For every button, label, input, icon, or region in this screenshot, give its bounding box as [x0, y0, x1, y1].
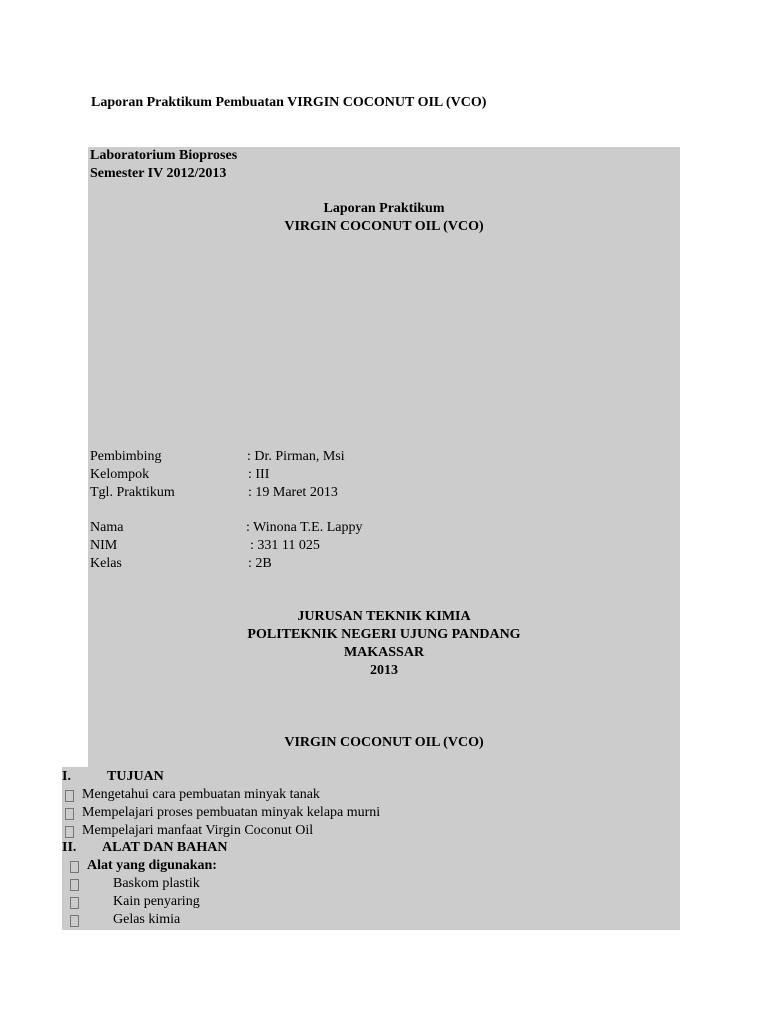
tgl-praktikum-label: Tgl. Praktikum [90, 485, 175, 500]
city: MAKASSAR [343, 645, 425, 660]
bullet-box-icon [65, 826, 74, 838]
department: JURUSAN TEKNIK KIMIA [297, 609, 471, 624]
section-1-number: I. [62, 769, 71, 784]
tujuan-item-2: Mempelajari proses pembuatan minyak kelapa murni [82, 805, 381, 820]
alat-subheading: Alat yang digunakan: [87, 858, 217, 873]
tujuan-item-1: Mengetahui cara pembuatan minyak tanak [82, 787, 320, 802]
section-2-number: II. [62, 840, 77, 855]
bullet-box-icon [70, 879, 79, 891]
kelas-label: Kelas [90, 556, 122, 571]
pembimbing-label: Pembimbing [90, 449, 162, 464]
bullet-box-icon [70, 897, 79, 909]
report-heading: Laporan Praktikum [323, 201, 445, 216]
semester: Semester IV 2012/2013 [90, 166, 227, 181]
institution-name: POLITEKNIK NEGERI UJUNG PANDANG [247, 627, 521, 642]
bullet-box-icon [65, 790, 74, 802]
alat-item-1: Baskom plastik [113, 876, 200, 891]
kelas-value: : 2B [248, 556, 272, 571]
year: 2013 [370, 663, 398, 678]
report-subheading: VIRGIN COCONUT OIL (VCO) [284, 219, 484, 234]
alat-item-3: Gelas kimia [113, 912, 181, 927]
bullet-box-icon [70, 915, 79, 927]
kelompok-label: Kelompok [90, 467, 150, 482]
pembimbing-value: : Dr. Pirman, Msi [247, 449, 345, 464]
tujuan-item-3: Mempelajari manfaat Virgin Coconut Oil [82, 823, 314, 838]
bullet-box-icon [70, 861, 79, 873]
section-title: VIRGIN COCONUT OIL (VCO) [284, 735, 484, 750]
section-2-title: ALAT DAN BAHAN [102, 840, 228, 855]
lab-name: Laboratorium Bioproses [90, 148, 238, 163]
alat-item-2: Kain penyaring [113, 894, 200, 909]
tgl-praktikum-value: : 19 Maret 2013 [248, 485, 338, 500]
nim-label: NIM [90, 538, 118, 553]
nama-value: : Winona T.E. Lappy [246, 520, 363, 535]
nim-value: : 331 11 025 [250, 538, 320, 553]
document-title: Laporan Praktikum Pembuatan VIRGIN COCONUT OIL (VCO) [91, 95, 487, 110]
bullet-box-icon [65, 808, 74, 820]
section-1-title: TUJUAN [107, 769, 164, 784]
kelompok-value: : III [248, 467, 270, 482]
nama-label: Nama [90, 520, 124, 535]
